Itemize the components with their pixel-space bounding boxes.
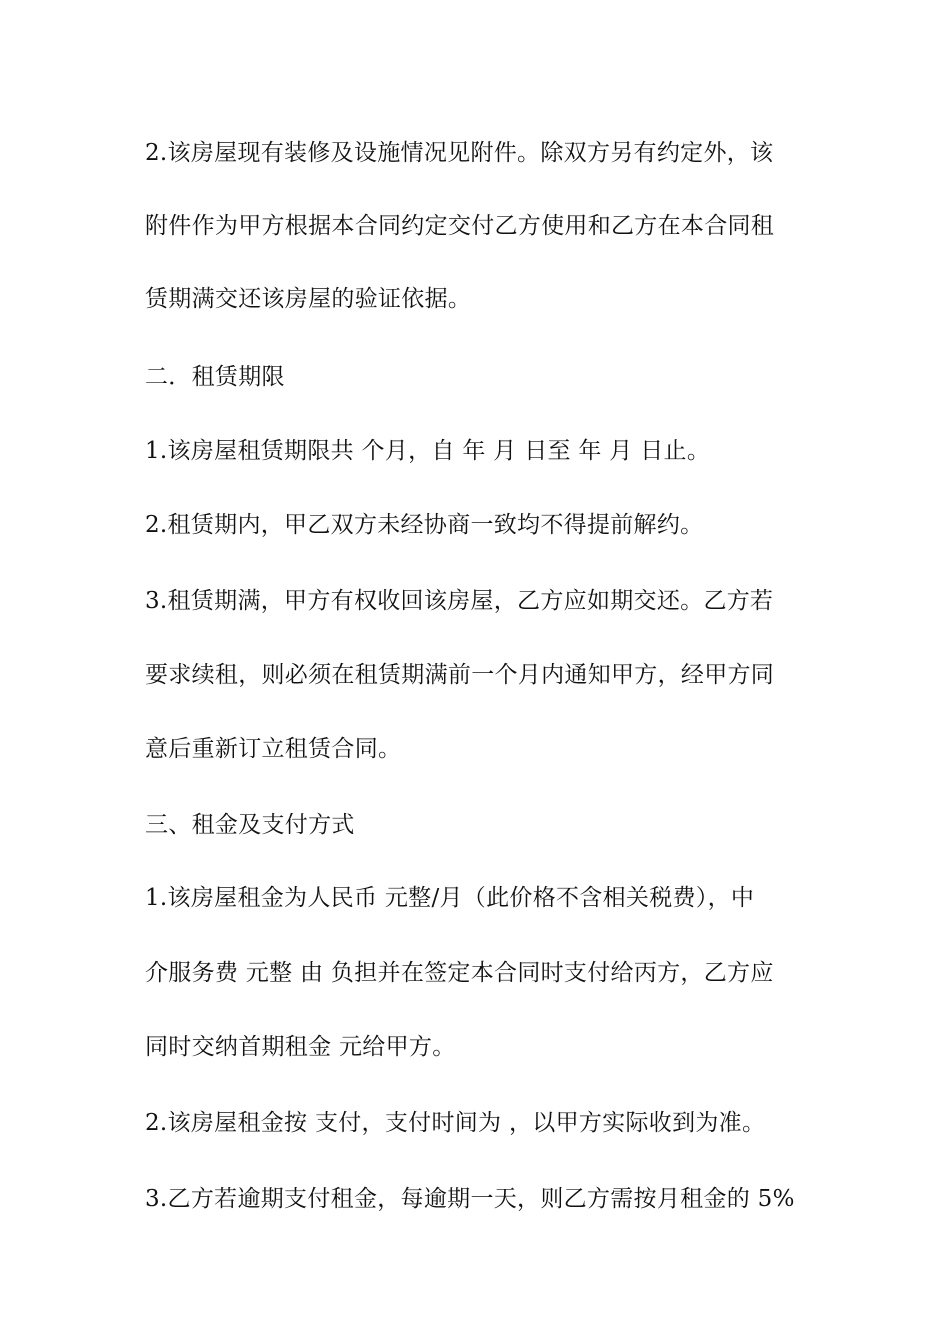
paragraph-line: 1.该房屋租赁期限共 个月，自 年 月 日至 年 月 日止。: [145, 438, 711, 464]
paragraph-line: 2.租赁期内，甲乙双方未经协商一致均不得提前解约。: [145, 512, 704, 538]
paragraph-line: 要求续租，则必须在租赁期满前一个月内通知甲方，经甲方同: [145, 662, 775, 688]
paragraph-line: 3.乙方若逾期支付租金，每逾期一天，则乙方需按月租金的 5%: [145, 1186, 795, 1212]
paragraph-line: 赁期满交还该房屋的验证依据。: [145, 286, 472, 312]
paragraph-line: 同时交纳首期租金 元给甲方。: [145, 1034, 456, 1060]
paragraph-line: 介服务费 元整 由 负担并在签定本合同时支付给丙方，乙方应: [145, 960, 774, 986]
section-heading: 三、租金及支付方式: [145, 812, 355, 838]
paragraph-line: 3.租赁期满，甲方有权收回该房屋，乙方应如期交还。乙方若: [145, 588, 774, 614]
section-heading: 二．租赁期限: [145, 364, 285, 390]
paragraph-line: 2.该房屋现有装修及设施情况见附件。除双方另有约定外，该: [145, 140, 774, 166]
paragraph-line: 1.该房屋租金为人民币 元整/月（此价格不含相关税费），中: [145, 885, 755, 911]
paragraph-line: 意后重新订立租赁合同。: [145, 736, 402, 762]
paragraph-line: 附件作为甲方根据本合同约定交付乙方使用和乙方在本合同租: [145, 213, 775, 239]
paragraph-line: 2.该房屋租金按 支付，支付时间为 ，以甲方实际收到为准。: [145, 1110, 766, 1136]
